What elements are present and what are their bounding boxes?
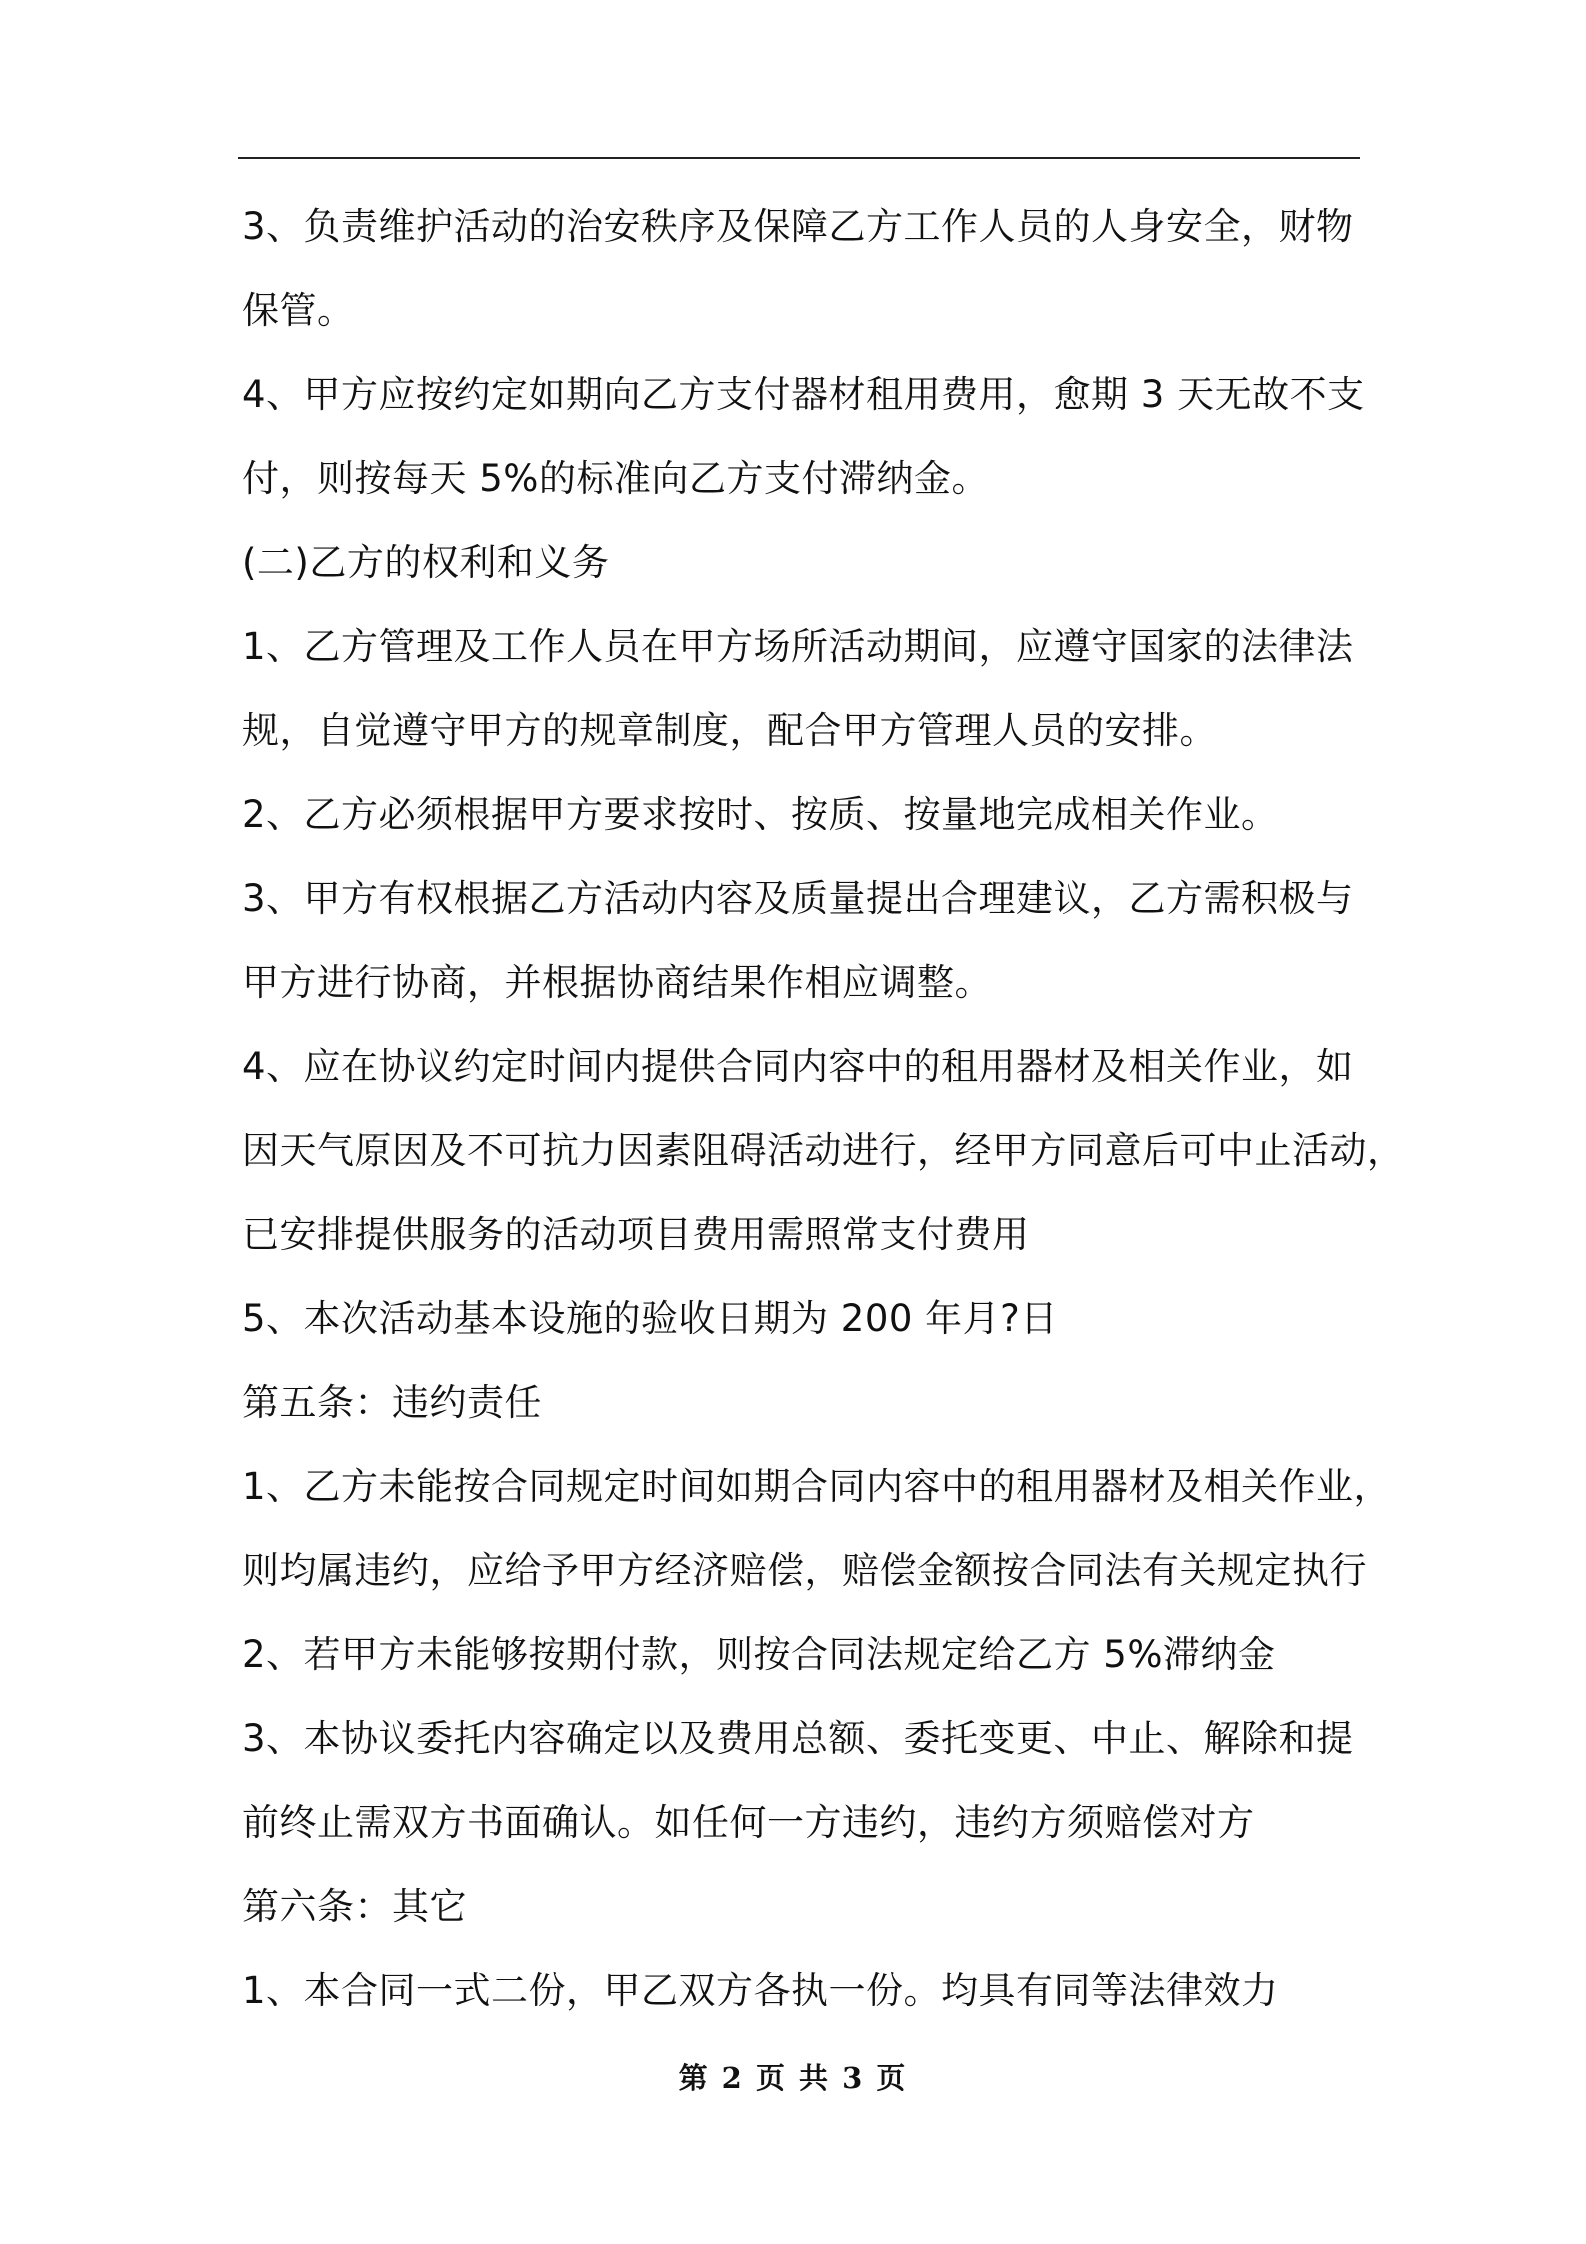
- text-line: 甲方进行协商，并根据协商结果作相应调整。: [242, 961, 992, 1004]
- text-line: 因天气原因及不可抗力因素阻碍活动进行，经甲方同意后可中止活动，: [242, 1129, 1405, 1172]
- text-line: 3、负责维护活动的治安秩序及保障乙方工作人员的人身安全，财物: [242, 205, 1354, 248]
- text-line: 前终止需双方书面确认。如任何一方违约，违约方须赔偿对方: [242, 1801, 1255, 1844]
- text-line: 规，自觉遵守甲方的规章制度，配合甲方管理人员的安排。: [242, 709, 1217, 752]
- header-divider: [238, 157, 1360, 159]
- section-heading: 第六条：其它: [242, 1885, 467, 1928]
- section-heading: (二)乙方的权利和义务: [242, 541, 610, 584]
- text-line: 则均属违约，应给予甲方经济赔偿，赔偿金额按合同法有关规定执行: [242, 1549, 1367, 1592]
- text-line: 1、乙方未能按合同规定时间如期合同内容中的租用器材及相关作业，: [242, 1465, 1392, 1508]
- section-heading: 第五条：违约责任: [242, 1381, 542, 1424]
- text-line: 已安排提供服务的活动项目费用需照常支付费用: [242, 1213, 1030, 1256]
- text-line: 3、甲方有权根据乙方活动内容及质量提出合理建议，乙方需积极与: [242, 877, 1354, 920]
- text-line: 3、本协议委托内容确定以及费用总额、委托变更、中止、解除和提: [242, 1717, 1354, 1760]
- text-line: 2、若甲方未能够按期付款，则按合同法规定给乙方 5%滞纳金: [242, 1633, 1276, 1676]
- text-line: 1、乙方管理及工作人员在甲方场所活动期间，应遵守国家的法律法: [242, 625, 1354, 668]
- text-line: 付，则按每天 5%的标准向乙方支付滞纳金。: [242, 457, 989, 500]
- text-line: 1、本合同一式二份，甲乙双方各执一份。均具有同等法律效力: [242, 1969, 1279, 2012]
- text-line: 2、乙方必须根据甲方要求按时、按质、按量地完成相关作业。: [242, 793, 1279, 836]
- text-line: 5、本次活动基本设施的验收日期为 200 年月?日: [242, 1297, 1058, 1340]
- text-line: 4、应在协议约定时间内提供合同内容中的租用器材及相关作业，如: [242, 1045, 1354, 1088]
- text-line: 保管。: [242, 289, 355, 332]
- text-line: 4、甲方应按约定如期向乙方支付器材租用费用，愈期 3 天无故不支: [242, 373, 1365, 416]
- page-number-footer: 第 2 页 共 3 页: [678, 2061, 908, 2095]
